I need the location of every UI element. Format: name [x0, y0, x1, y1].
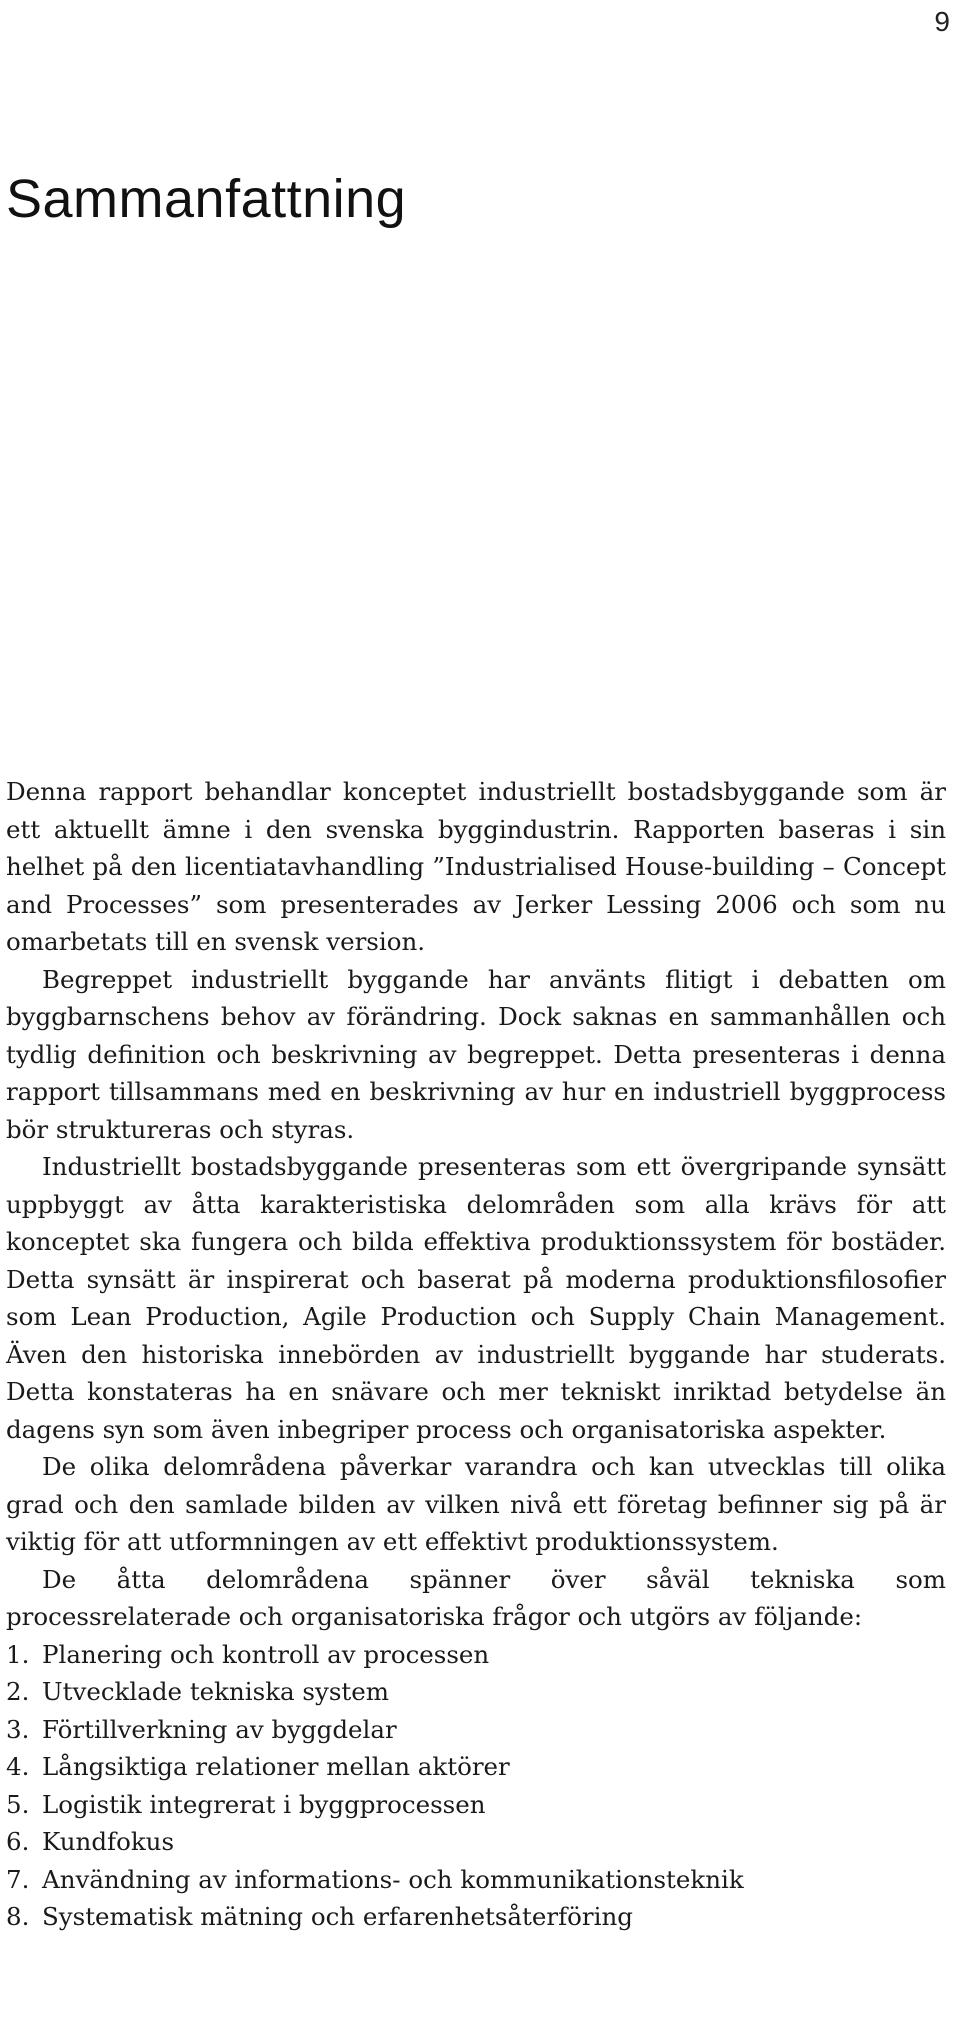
- list-item: [6, 1636, 946, 1674]
- list-item: [6, 1711, 946, 1749]
- paragraph-concept: Industriellt bostadsbyggande presenteras som ett övergripande synsätt uppbyggt av åtta karakteristiska delområden som alla krävs för att konceptet ska fungera och bilda effektiva produktionssystem för bostäder. Detta synsätt är inspirerat och baserat på moderna produktionsfilosofier som Lean Production, Agile Production och Supply Chain Management. Även den historiska innebörden av industriellt byggande har studerats. Detta konstateras ha en snävare och mer tekniskt inriktad betydelse än dagens syn som även inbegriper process och organisatoriska aspekter.: [6, 1152, 946, 1444]
- paragraph-list-intro: De åtta delområdena spänner över såväl tekniska som processrelaterade och organisatoriska frågor och utgörs av följande:: [6, 1564, 946, 1631]
- list-item: [6, 1861, 946, 1899]
- list-item-number: 8.: [6, 1902, 30, 1931]
- page-title: Sammanfattning: [6, 169, 407, 229]
- paragraph-definition: Begreppet industriellt byggande har använts flitigt i debatten om byggbarnschens behov av förändring. Dock saknas en sammanhållen och tydlig definition och beskrivning av begreppet. Detta presenteras i denna rapport tillsammans med en beskrivning av hur en industriell byggprocess bör struktureras och styras.: [6, 964, 946, 1144]
- list-item-text: Kundfokus: [42, 1827, 175, 1856]
- list-item-text: Förtillverkning av byggdelar: [42, 1714, 397, 1744]
- subarea-list: [6, 1636, 946, 1936]
- list-item: [6, 1786, 946, 1824]
- list-item-text: Långsiktiga relationer mellan aktörer: [42, 1752, 510, 1781]
- list-item-text: Användning av informations- och kommunikationsteknik: [42, 1864, 744, 1894]
- list-item: [6, 1823, 946, 1861]
- list-item-text: Planering och kontroll av processen: [42, 1639, 490, 1669]
- page-number: 9: [934, 6, 950, 37]
- list-item-text: Systematisk mätning och erfarenhetsåterföring: [42, 1902, 633, 1931]
- list-item-number: 2.: [6, 1677, 30, 1706]
- paragraph-subareas: De olika delområdena påverkar varandra och kan utvecklas till olika grad och den samlade bilden av vilken nivå ett företag befinner sig på är viktig för att utformningen av ett effektivt produktionssystem.: [6, 1452, 946, 1556]
- list-item-number: 4.: [6, 1752, 30, 1781]
- list-item-number: 1.: [6, 1639, 30, 1669]
- list-item-text: Logistik integrerat i byggprocessen: [42, 1789, 486, 1819]
- list-item: [6, 1748, 946, 1786]
- list-item-number: 7.: [6, 1864, 30, 1894]
- summary-body: [6, 773, 946, 1936]
- list-item-number: 5.: [6, 1789, 30, 1819]
- list-item-text: Utvecklade tekniska system: [42, 1677, 389, 1706]
- list-item: [6, 1673, 946, 1711]
- list-item-number: 3.: [6, 1714, 30, 1744]
- list-item-number: 6.: [6, 1827, 30, 1856]
- paragraph-intro: Denna rapport behandlar konceptet industriellt bostadsbyggande som är ett aktuellt ämne i den svenska byggindustrin. Rapporten baseras i sin helhet på den licentiatavhandling ”Industrialised House-building – Concept and Processes” som presenterades av Jerker Lessing 2006 och som nu omarbetats till en svensk version.: [6, 777, 946, 956]
- list-item: [6, 1898, 946, 1936]
